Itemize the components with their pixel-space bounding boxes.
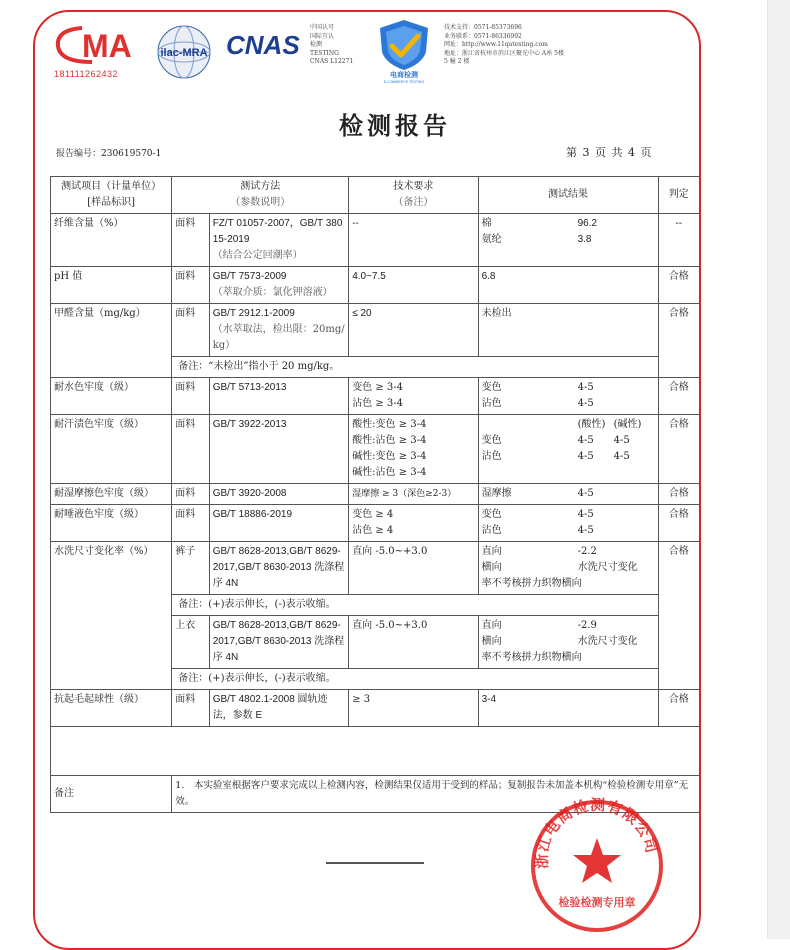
table-row bbox=[51, 415, 700, 484]
table-row bbox=[51, 690, 700, 727]
row-item: 耐湿摩擦色牢度（级） bbox=[51, 484, 172, 505]
table-row bbox=[51, 542, 700, 595]
seal-text: 浙江电商检测有限公司 bbox=[532, 796, 661, 869]
row-method: GB/T 7573-2009 （萃取介质：氯化钾溶液） bbox=[209, 267, 349, 304]
ilac-mark: ilac-MRA bbox=[160, 47, 208, 59]
header-item: 测试项目（计量单位） [样品标识] bbox=[51, 177, 172, 214]
cma-logo bbox=[52, 22, 144, 82]
shield-sub: E-COMMERCE TESTING bbox=[383, 80, 425, 84]
remark-label: 备注 bbox=[51, 776, 172, 813]
row-requirement: 变色 ≥ 3-4 沾色 ≥ 3-4 bbox=[349, 378, 478, 415]
row-requirement: 直向 -5.0~+3.0 bbox=[349, 542, 478, 595]
row-requirement: 直向 -5.0~+3.0 bbox=[349, 616, 478, 669]
ilac-mra-logo bbox=[156, 24, 212, 80]
row-method: GB/T 3920-2008 bbox=[209, 484, 349, 505]
row-verdict: 合格 bbox=[658, 484, 699, 505]
remark-text: 1. 本实验室根据客户要求完成以上检测内容，检测结果仅适用于受到的样品；复制报告未加盖本机构“检验检测专用章”无效。 bbox=[172, 776, 700, 813]
cnas-mark: CNAS bbox=[226, 30, 300, 60]
header-verdict: 判定 bbox=[658, 177, 699, 214]
row-item: 耐水色牢度（级） bbox=[51, 378, 172, 415]
cnas-info bbox=[310, 24, 353, 67]
row-requirement: 酸性:变色 ≥ 3-4 酸性:沾色 ≥ 3-4 碱性:变色 ≥ 3-4 碱性:沾色 ≥ 3-4 bbox=[349, 415, 478, 484]
table-row bbox=[51, 304, 700, 357]
cnas-info-line: 检测 bbox=[310, 41, 323, 48]
row-note: 备注：(+)表示伸长，(-)表示收缩。 bbox=[172, 669, 658, 690]
contact-line: 技术支持：0571-85373696 bbox=[444, 24, 522, 31]
row-method: GB/T 2912.1-2009 （水萃取法，检出限：20mg/kg） bbox=[209, 304, 349, 357]
header-method: 测试方法 （参数说明） bbox=[172, 177, 349, 214]
ecommerce-testing-logo bbox=[374, 18, 434, 84]
row-part: 面料 bbox=[172, 378, 209, 415]
cma-number: 181111262432 bbox=[54, 69, 119, 79]
row-item: 抗起毛起球性（级） bbox=[51, 690, 172, 727]
test-results-table bbox=[50, 176, 700, 813]
row-method: GB/T 8628-2013,GB/T 8629-2017,GB/T 8630-2013 洗涤程序 4N bbox=[209, 542, 349, 595]
row-method: GB/T 4802.1-2008 圆轨迹法，参数 E bbox=[209, 690, 349, 727]
row-part: 面料 bbox=[172, 415, 209, 484]
row-verdict: 合格 bbox=[658, 267, 699, 304]
row-requirement: ≤ 20 bbox=[349, 304, 478, 357]
row-method: GB/T 5713-2013 bbox=[209, 378, 349, 415]
row-part: 面料 bbox=[172, 690, 209, 727]
blank-row bbox=[51, 727, 700, 776]
row-result: 变色 4-5 沾色 4-5 bbox=[478, 505, 658, 542]
row-verdict: 合格 bbox=[658, 542, 699, 690]
row-verdict: -- bbox=[658, 214, 699, 267]
row-part: 面料 bbox=[172, 304, 209, 357]
row-item: 耐汗渍色牢度（级） bbox=[51, 415, 172, 484]
table-row bbox=[51, 267, 700, 304]
table-row bbox=[51, 378, 700, 415]
row-part: 面料 bbox=[172, 484, 209, 505]
row-result: 湿摩擦 4-5 bbox=[478, 484, 658, 505]
header-result: 测试结果 bbox=[478, 177, 658, 214]
logo-header bbox=[52, 18, 692, 88]
row-note: 备注：(+)表示伸长，(-)表示收缩。 bbox=[172, 595, 658, 616]
row-result: 直向 -2.9 横向 水洗尺寸变化 率不考核拼力织物横向 bbox=[478, 616, 658, 669]
table-row bbox=[51, 505, 700, 542]
table-row bbox=[51, 484, 700, 505]
contact-line: 地址：浙江省杭州市滨江区聚光中心 A座 5楼 bbox=[444, 49, 564, 57]
row-part: 面料 bbox=[172, 214, 209, 267]
row-method: GB/T 18886-2019 bbox=[209, 505, 349, 542]
row-verdict: 合格 bbox=[658, 505, 699, 542]
row-requirement: ≥ 3 bbox=[349, 690, 478, 727]
remark-row bbox=[51, 776, 700, 813]
row-verdict: 合格 bbox=[658, 690, 699, 727]
contact-line: 5 幢 2 楼 bbox=[444, 58, 470, 65]
contact-info bbox=[444, 24, 564, 67]
row-result: 直向 -2.2 横向 水洗尺寸变化 率不考核拼力织物横向 bbox=[478, 542, 658, 595]
row-result: 棉 96.2 氨纶 3.8 bbox=[478, 214, 658, 267]
row-requirement: 湿摩擦 ≥ 3（深色≥2-3） bbox=[349, 484, 478, 505]
cnas-info-line: CNAS L12271 bbox=[310, 58, 354, 65]
row-result: (酸性) (碱性) 变色 4-5 4-5 沾色 4-5 4-5 bbox=[478, 415, 658, 484]
contact-line: 网址：http://www.11qatesting.com bbox=[444, 41, 548, 48]
row-part: 上衣 bbox=[172, 616, 209, 669]
page-info: 第 3 页 共 4 页 bbox=[566, 146, 653, 159]
cma-mark: MA bbox=[82, 28, 132, 64]
row-part: 裤子 bbox=[172, 542, 209, 595]
cnas-info-line: 中国认可 bbox=[310, 24, 335, 31]
report-number: 报告编号：230619570-1 bbox=[56, 149, 162, 159]
row-result: 6.8 bbox=[478, 267, 658, 304]
row-requirement: 4.0~7.5 bbox=[349, 267, 478, 304]
row-part: 面料 bbox=[172, 505, 209, 542]
table-header-row bbox=[51, 177, 700, 214]
cnas-logo bbox=[226, 28, 306, 76]
row-method: GB/T 8628-2013,GB/T 8629-2017,GB/T 8630-2013 洗涤程序 4N bbox=[209, 616, 349, 669]
report-title: 检测报告 bbox=[339, 111, 451, 140]
row-method: FZ/T 01057-2007，GB/T 38015-2019 （结合公定回潮率） bbox=[209, 214, 349, 267]
row-requirement: -- bbox=[349, 214, 478, 267]
table-row bbox=[51, 214, 700, 267]
row-verdict: 合格 bbox=[658, 304, 699, 378]
row-part: 面料 bbox=[172, 267, 209, 304]
row-verdict: 合格 bbox=[658, 415, 699, 484]
shield-label: 电商检测 bbox=[390, 71, 418, 79]
row-item: 甲醛含量（mg/kg） bbox=[51, 304, 172, 378]
row-item: pH 值 bbox=[51, 267, 172, 304]
row-result: 3-4 bbox=[478, 690, 658, 727]
row-note: 备注：“未检出”指小于 20 mg/kg。 bbox=[172, 357, 658, 378]
cnas-info-line: TESTING bbox=[310, 49, 339, 57]
row-requirement: 变色 ≥ 4 沾色 ≥ 4 bbox=[349, 505, 478, 542]
seal-bottom-text: 检验检测专用章 bbox=[558, 896, 636, 909]
row-item: 纤维含量（%） bbox=[51, 214, 172, 267]
blank-divider bbox=[326, 862, 424, 864]
cnas-info-line: 国际互认 bbox=[310, 32, 335, 40]
row-method: GB/T 3922-2013 bbox=[209, 415, 349, 484]
row-verdict: 合格 bbox=[658, 378, 699, 415]
header-requirement: 技术要求 （备注） bbox=[349, 177, 478, 214]
contact-line: 业务联系：0571-86336992 bbox=[444, 32, 522, 40]
row-item: 耐唾液色牢度（级） bbox=[51, 505, 172, 542]
row-item: 水洗尺寸变化率（%） bbox=[51, 542, 172, 690]
row-result: 未检出 bbox=[478, 304, 658, 357]
row-result: 变色 4-5 沾色 4-5 bbox=[478, 378, 658, 415]
